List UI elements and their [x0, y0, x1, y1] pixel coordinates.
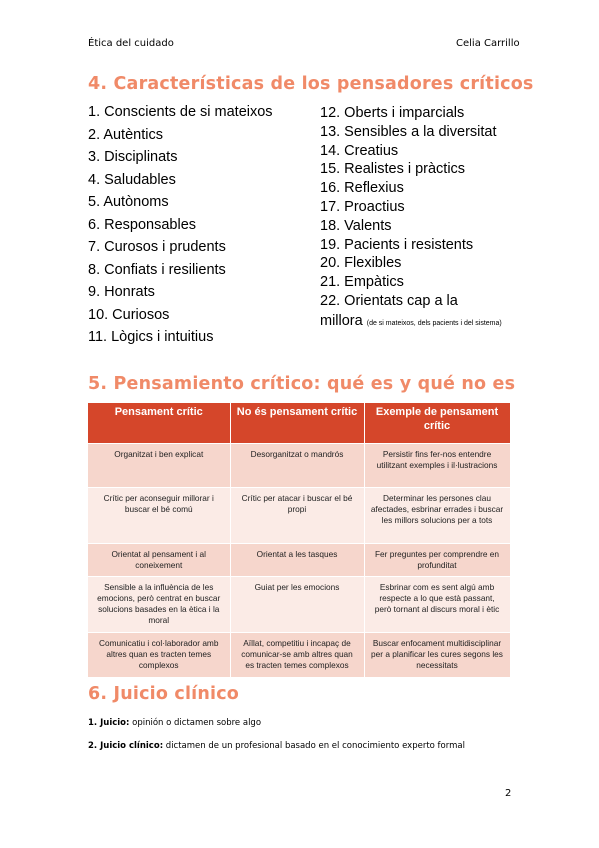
- continuation-text: millora: [320, 313, 363, 329]
- table-row: [88, 633, 510, 677]
- list-item-continuation: [320, 312, 510, 333]
- table-cell: Guiat per les emocions: [230, 577, 364, 633]
- critical-thinking-table: [88, 403, 511, 677]
- continuation-note: (de si mateixos, dels pacients i del sistema): [366, 320, 502, 327]
- section-6-heading: 6. Juicio clínico: [88, 684, 239, 704]
- header-author: Celia Carrillo: [456, 38, 520, 49]
- table-row: [88, 577, 510, 633]
- column-header: Exemple de pensament crític: [364, 403, 510, 444]
- list-item: 18. Valents: [320, 217, 392, 234]
- list-item: 7. Curosos i prudents: [88, 239, 226, 255]
- list-item: 20. Flexibles: [320, 255, 402, 272]
- definition-text: opinión o dictamen sobre algo: [129, 718, 262, 728]
- table-cell: Orientat al pensament i al coneixement: [88, 544, 230, 577]
- table-cell: Comunicatiu i col·laborador amb altres quan es tracten temes complexos: [88, 633, 230, 677]
- list-item: 3. Disciplinats: [88, 149, 178, 165]
- table-cell: Persistir fins fer-nos entendre utilitzant exemples i il·lustracions: [364, 444, 510, 488]
- list-item: 16. Reflexius: [320, 180, 404, 197]
- list-item: 1. Conscients de si mateixos: [88, 104, 273, 120]
- list-item: 12. Oberts i imparcials: [320, 105, 465, 121]
- definition-text: dictamen de un profesional basado en el conocimiento experto formal: [163, 741, 465, 751]
- list-item: 21. Empàtics: [320, 274, 404, 291]
- list-item: 14. Creatius: [320, 142, 399, 159]
- table-cell: Crític per aconseguir millorar i buscar el bé comú: [88, 488, 230, 544]
- definition-juicio: [88, 718, 261, 728]
- table-cell: Sensible a la influència de les emocions, però centrat en buscar solucions basades en la ètica i la moral: [88, 577, 230, 633]
- table-cell: Determinar les persones clau afectades, esbrinar errades i buscar les millors solucions per a tots: [364, 488, 510, 544]
- table-cell: Desorganitzat o mandrós: [230, 444, 364, 488]
- traits-list-col2: [320, 104, 497, 311]
- definition-label: 1. Juicio:: [88, 718, 130, 728]
- table-cell: Organitzat i ben explicat: [88, 444, 230, 488]
- table-row: [88, 444, 510, 488]
- header-title: Ética del cuidado: [88, 38, 174, 49]
- table-cell: Buscar enfocament multidisciplinar per a planificar les cures segons les necessitats: [364, 633, 510, 677]
- table-cell: Orientat a les tasques: [230, 544, 364, 577]
- table-row: [88, 488, 510, 544]
- page-number: 2: [505, 788, 512, 799]
- list-item: 13. Sensibles a la diversitat: [320, 123, 497, 140]
- list-item: 9. Honrats: [88, 284, 155, 300]
- list-item: 2. Autèntics: [88, 126, 163, 143]
- definition-label: 2. Juicio clínico:: [88, 741, 164, 751]
- table-cell: Esbrinar com es sent algú amb respecte a lo que està passant, però tornant al discurs moral i ètic: [364, 577, 510, 633]
- list-item: 22. Orientats cap a la: [320, 292, 458, 309]
- list-item: 11. Lògics i intuitius: [88, 329, 214, 345]
- list-item: 19. Pacients i resistents: [320, 236, 474, 253]
- section-5-heading: 5. Pensamiento crítico: qué es y qué no es: [88, 374, 516, 394]
- list-item: 8. Confiats i resilients: [88, 261, 226, 278]
- section-4-heading: 4. Características de los pensadores críticos: [88, 74, 534, 94]
- list-item: 17. Proactius: [320, 198, 405, 215]
- definition-juicio-clinico: [88, 741, 465, 751]
- table-cell: Fer preguntes per comprendre en profunditat: [364, 544, 510, 577]
- column-header: No és pensament crític: [230, 403, 364, 444]
- traits-list-col1: [88, 101, 273, 349]
- list-item: 4. Saludables: [88, 171, 176, 188]
- list-item: 5. Autònoms: [88, 194, 169, 210]
- table-header-row: [88, 403, 510, 444]
- table-row: [88, 544, 510, 577]
- table-cell: Aïllat, competitiu i incapaç de comunicar-se amb altres quan es tracten temes complexos: [230, 633, 364, 677]
- list-item: 10. Curiosos: [88, 306, 170, 323]
- list-item: 6. Responsables: [88, 216, 197, 233]
- list-item: 15. Realistes i pràctics: [320, 161, 466, 178]
- table-cell: Crític per atacar i buscar el bé propi: [230, 488, 364, 544]
- column-header: Pensament crític: [88, 403, 230, 444]
